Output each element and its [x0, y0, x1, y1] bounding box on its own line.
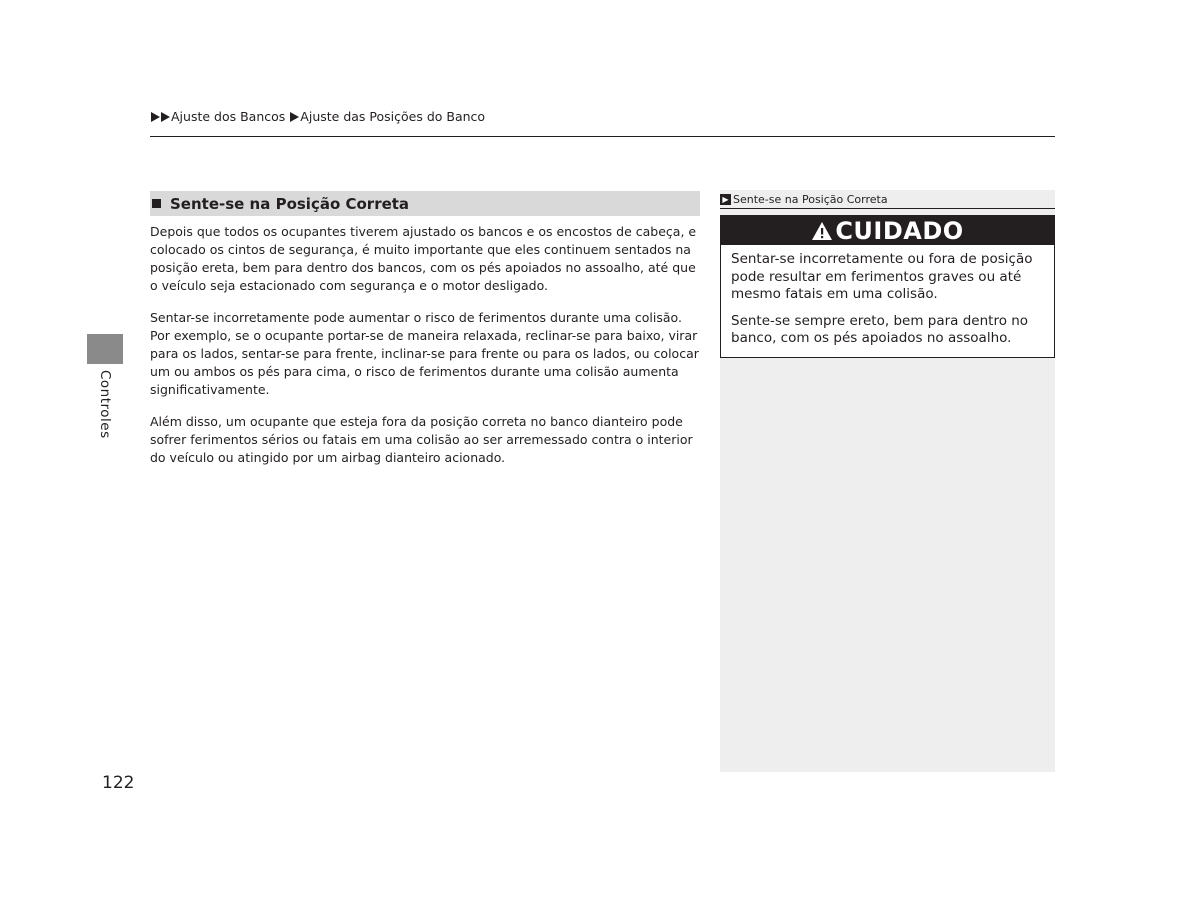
square-bullet-icon [152, 199, 161, 208]
chapter-label: Controles [97, 370, 113, 439]
caution-header [721, 216, 1054, 245]
arrow-icon [161, 112, 170, 122]
paragraph: Depois que todos os ocupantes tiverem ajustado os bancos e os encostos de cabeça, e colocado os cintos de segurança, é muito importante que eles continuem sentados na posição ereta, bem para dentro dos bancos, com os pés apoiados no assoalho, até que o veículo seja estacionado com segurança e o motor desligado. [150, 224, 697, 293]
caution-paragraph: Sente-se sempre ereto, bem para dentro no banco, com os pés apoiados no assoalho. [731, 312, 1029, 346]
reference-icon: ▶ [720, 194, 731, 205]
breadcrumb [151, 109, 485, 124]
section-title: Sente-se na Posição Correta [170, 194, 410, 213]
chapter-tab [87, 334, 123, 364]
caution-box [720, 215, 1055, 358]
header-divider [150, 136, 1055, 137]
caution-label: CUIDADO [835, 216, 964, 245]
side-panel-header [720, 191, 1055, 209]
paragraph: Sentar-se incorretamente pode aumentar o risco de ferimentos durante uma colisão. Por exemplo, se o ocupante portar-se de maneira relaxada, reclinar-se para baixo, virar para os lados, sentar-se para frente, inclinar-se para frente ou para os lados, ou colocar um ou ambos os pés para cima, o risco de ferimentos durante uma colisão aumenta significativamente. [150, 310, 699, 397]
section-header [150, 191, 700, 216]
caution-text [721, 245, 1054, 348]
breadcrumb-item[interactable]: Ajuste das Posições do Banco [300, 109, 486, 124]
warning-icon [811, 221, 833, 241]
page-number: 122 [102, 773, 135, 793]
caution-paragraph: Sentar-se incorretamente ou fora de posição pode resultar em ferimentos graves ou até mesmo fatais em uma colisão. [731, 251, 1033, 302]
breadcrumb-item[interactable]: Ajuste dos Bancos [171, 109, 286, 124]
body-text [150, 223, 703, 481]
side-panel-title[interactable]: Sente-se na Posição Correta [733, 193, 888, 206]
paragraph: Além disso, um ocupante que esteja fora da posição correta no banco dianteiro pode sofrer ferimentos sérios ou fatais em uma colisão ao ser arremessado contra o interior do veículo ou atingido por um airbag dianteiro acionado. [150, 414, 693, 465]
arrow-icon [151, 112, 160, 122]
arrow-icon [290, 112, 299, 122]
